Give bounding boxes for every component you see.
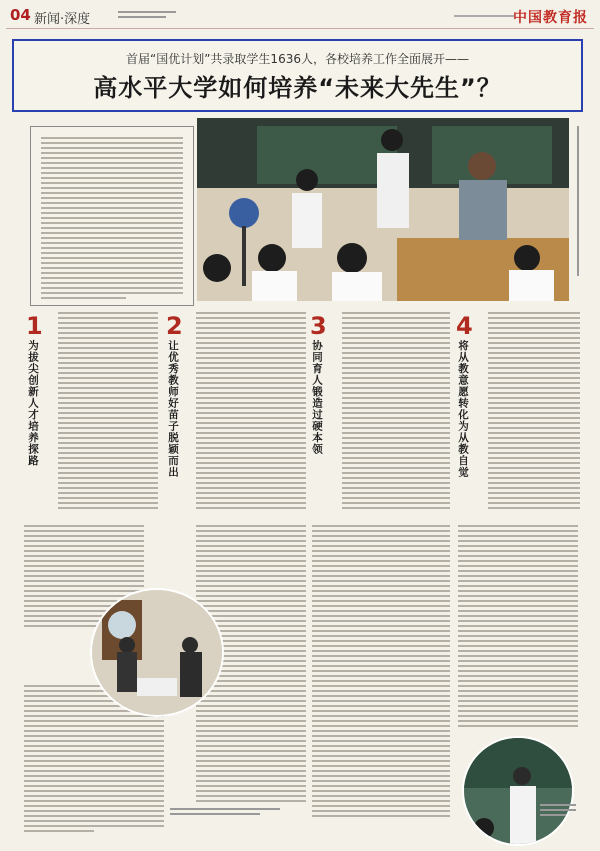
section-1-title: 为拔尖创新人才培养探路: [27, 340, 39, 467]
body-col-3-lower: [312, 525, 450, 820]
kicker: 首届“国优计划”共录取学生1636人，各校培养工作全面展开——: [126, 52, 469, 66]
section-name: 新闻·深度: [34, 12, 91, 27]
teacher-photo-caption: [540, 802, 580, 816]
section-2-text: [196, 312, 306, 512]
teacher-photo: [462, 736, 574, 846]
section-2-title: 让优秀教师好苗子脱颖而出: [167, 340, 179, 478]
photo-caption: [573, 126, 587, 296]
section-2-heading: [166, 312, 183, 482]
body-col-4-lower: [458, 525, 578, 730]
section-4-heading: [456, 312, 473, 482]
section-3-number: 3: [310, 312, 327, 340]
section-4-title: 将从教意愿转化为从教自觉: [457, 340, 469, 478]
page-number: 04: [10, 6, 31, 24]
issue-date: [454, 13, 514, 18]
article-footnote: [170, 808, 290, 815]
section-2-number: 2: [166, 312, 183, 340]
masthead-logo: 中国教育报: [513, 10, 588, 26]
section-1-number: 1: [26, 312, 43, 340]
section-1-text: [58, 312, 158, 512]
section-4-number: 4: [456, 312, 473, 340]
headline-box: [12, 39, 583, 112]
section-3-title: 协同育人锻造过硬本领: [311, 340, 323, 455]
editor-note-text: [41, 137, 183, 302]
interview-photo: [90, 588, 224, 717]
section-4-text: [488, 312, 580, 512]
page-header: [6, 4, 594, 29]
section-3-heading: [310, 312, 327, 459]
classroom-photo: [197, 118, 569, 301]
section-1-heading: [26, 312, 43, 471]
section-3-text: [342, 312, 450, 512]
editor-info: [118, 9, 176, 18]
editor-note-box: [30, 126, 194, 306]
headline: 高水平大学如何培养“未来大先生”？: [93, 74, 502, 102]
